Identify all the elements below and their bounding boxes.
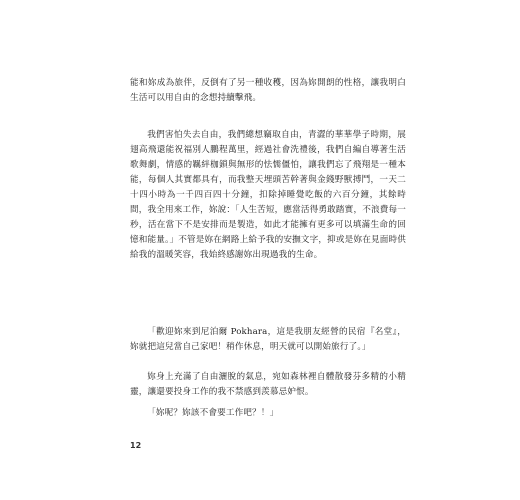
paragraph-1 [130, 76, 406, 106]
paragraph-5-quote [130, 406, 406, 421]
paragraph-5-text: 「妳呢？妳該不會要工作吧？！」 [147, 408, 279, 418]
paragraph-2-text: 我們害怕失去自由，我們總想竊取自由，青澀的華華學子時期，展翅高飛還能祝福別人鵬程萬里，經過社會洗禮後，我們自編自導著生活歌舞劇，情感的羈絆枷鎖與無形的怯懦僵怕，讓我們忘了飛翔是一種本能，每個人其實都具有，而我整天埋頭苦幹著與金錢野獸搏鬥，一天二十四小時為一千四百四十分鐘，扣除掉睡覺吃飯的六百分鐘，其餘時間，我全用來工作，妳說：「人生苦短，應當活得勇敢踏實，不浪費每一秒，活在當下不是安排而是製造，如此才能擁有更多可以填滿生命的回憶和能量。」不管是妳在網路上給予我的安撫文字，抑或是妳在見面時供給我的溫暖笑容，我始終感謝妳出現過我的生命。 [130, 130, 406, 260]
paragraph-4 [130, 370, 406, 400]
paragraph-2 [130, 128, 406, 263]
paragraph-3-quote [130, 325, 406, 355]
paragraph-3-text: 「歡迎妳來到尼泊爾 Pokhara，這是我朋友經營的民宿『名堂』，妳就把這兒當自己家吧！稍作休息，明天就可以開始旅行了。」 [130, 327, 406, 352]
paragraph-4-text: 妳身上充滿了自由灑脫的氣息，宛如森林裡自體散發芬多精的小精靈，讓還要投身工作的我不禁感到羨慕忌妒恨。 [130, 372, 406, 397]
paragraph-1-text: 能和妳成為旅伴，反倒有了另一種收穫，因為妳開朗的性格，讓我明白生活可以用自由的念想持續擊飛。 [130, 78, 406, 103]
page-number: 12 [130, 441, 142, 450]
